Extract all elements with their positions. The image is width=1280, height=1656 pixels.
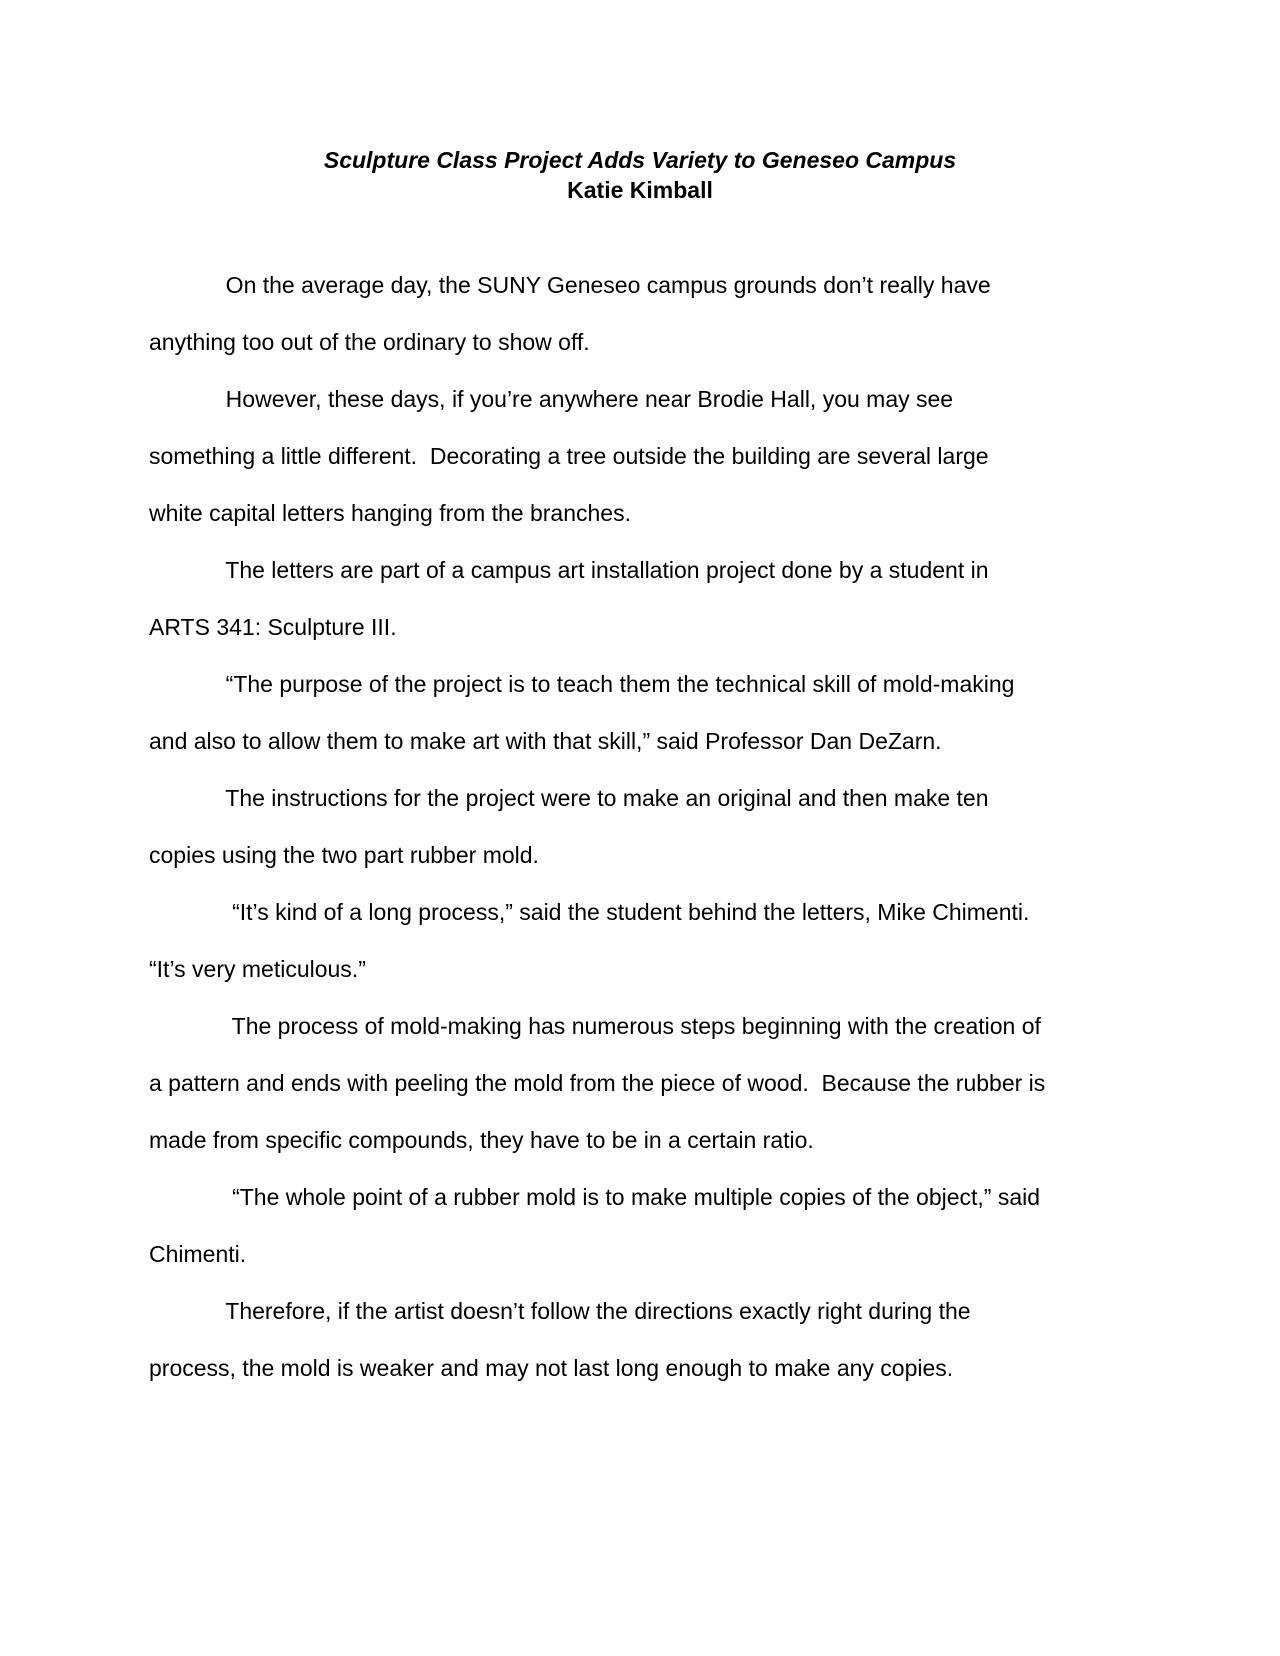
body-line: made from specific compounds, they have to be in a certain ratio. — [149, 1127, 814, 1153]
article-title: Sculpture Class Project Adds Variety to Geneseo Campus — [323, 147, 957, 173]
body-line: The process of mold-making has numerous steps beginning with the creation of — [149, 1013, 1041, 1039]
body-line: something a little different. Decorating a tree outside the building are several large — [149, 443, 989, 469]
document-header — [0, 145, 1280, 205]
body-line: copies using the two part rubber mold. — [149, 842, 539, 868]
body-line: a pattern and ends with peeling the mold from the piece of wood. Because the rubber is — [149, 1070, 1046, 1096]
body-line: However, these days, if you’re anywhere near Brodie Hall, you may see — [149, 386, 954, 412]
body-line: ARTS 341: Sculpture III. — [149, 614, 397, 640]
body-line: “It’s kind of a long process,” said the student behind the letters, Mike Chimenti. — [149, 899, 1030, 925]
article-author: Katie Kimball — [567, 177, 713, 203]
body-line: The letters are part of a campus art installation project done by a student in — [149, 557, 989, 583]
body-line: The instructions for the project were to make an original and then make ten — [149, 785, 989, 811]
body-line: Chimenti. — [149, 1241, 247, 1267]
body-line: “The purpose of the project is to teach them the technical skill of mold-making — [149, 671, 1015, 697]
body-line: On the average day, the SUNY Geneseo campus grounds don’t really have — [149, 272, 991, 298]
body-line: “The whole point of a rubber mold is to make multiple copies of the object,” said — [149, 1184, 1041, 1210]
article-body — [149, 257, 1149, 1397]
body-line: process, the mold is weaker and may not last long enough to make any copies. — [149, 1355, 954, 1381]
body-line: and also to allow them to make art with that skill,” said Professor Dan DeZarn. — [149, 728, 942, 754]
body-line: anything too out of the ordinary to show off. — [149, 329, 590, 355]
body-line: Therefore, if the artist doesn’t follow the directions exactly right during the — [149, 1298, 971, 1324]
body-line: “It’s very meticulous.” — [149, 956, 366, 982]
body-line: white capital letters hanging from the branches. — [149, 500, 631, 526]
